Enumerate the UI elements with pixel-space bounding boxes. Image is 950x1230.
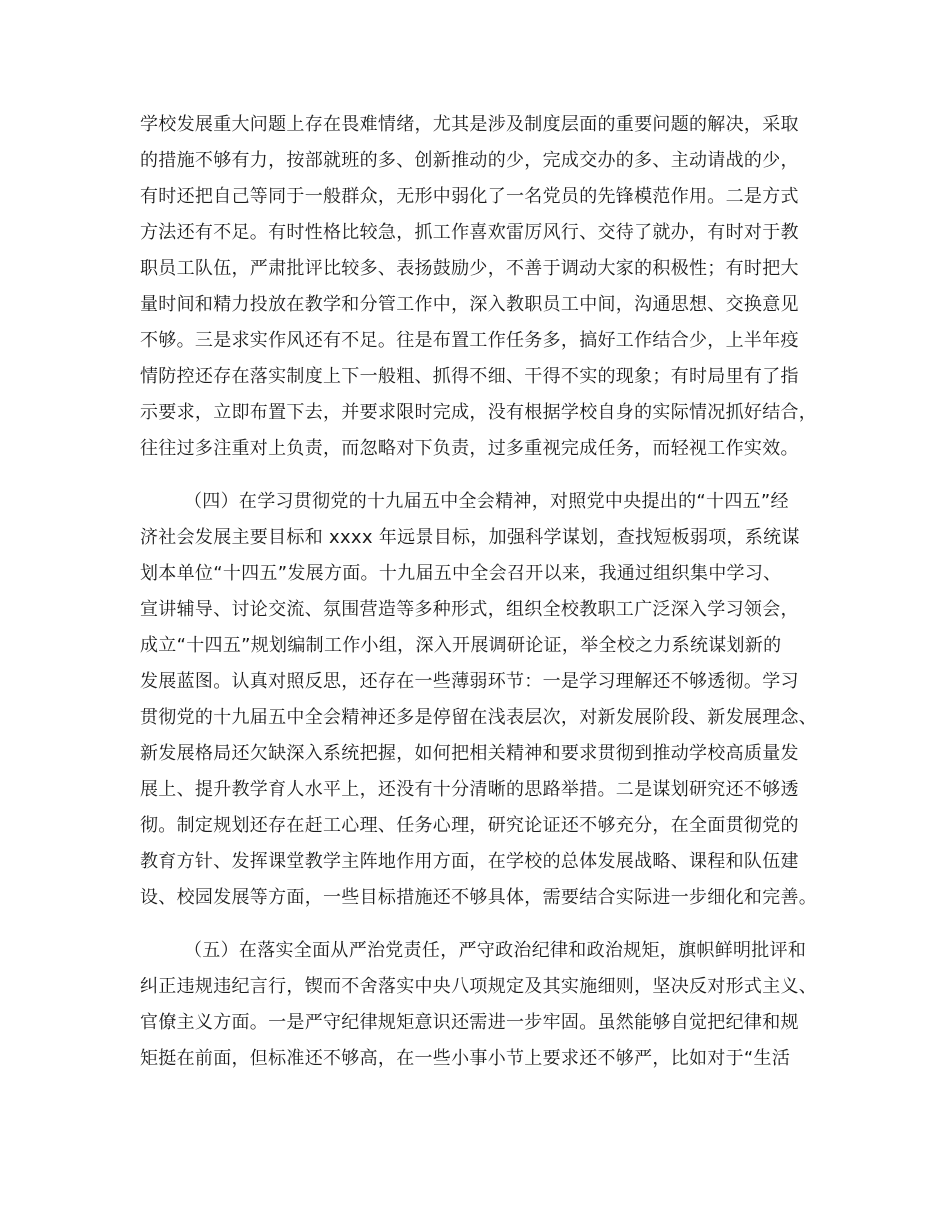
text-line: 量时间和精力投放在教学和分管工作中，深入教职员工中间，沟通思想、交换意见 (140, 294, 799, 315)
paragraph-section-5 (140, 933, 830, 1077)
text-line: 贯彻党的十九届五中全会精神还多是停留在浅表层次，对新发展阶段、新发展理念、 (140, 707, 818, 728)
text-line: 学校发展重大问题上存在畏难情绪，尤其是涉及制度层面的重要问题的解决，采取 (140, 114, 799, 135)
paragraph-section-4 (140, 484, 830, 916)
text-line: 发展蓝图。认真对照反思，还存在一些薄弱环节：一是学习理解还不够透彻。学习 (140, 671, 799, 692)
text-line: 有时还把自己等同于一般群众，无形中弱化了一名党员的先锋模范作用。二是方式 (140, 186, 799, 207)
text-line: 情防控还存在落实制度上下一般粗、抓得不细、干得不实的现象；有时局里有了指 (140, 366, 799, 387)
text-line: 划本单位“十四五”发展方面。十九届五中全会召开以来，我通过组织集中学习、 (140, 563, 782, 584)
text-line: 设、校园发展等方面，一些目标措施还不够具体，需要结合实际进一步细化和完善。 (140, 887, 818, 908)
text-line: 成立“十四五”规划编制工作小组，深入开展调研论证，举全校之力系统谋划新的 (140, 635, 782, 656)
text-line: 宣讲辅导、讨论交流、氛围营造等多种形式，组织全校教职工广泛深入学习领会， (140, 599, 799, 620)
text-line: 新发展格局还欠缺深入系统把握，如何把相关精神和要求贯彻到推动学校高质量发 (140, 743, 799, 764)
text-line: 职员工队伍，严肃批评比较多、表扬鼓励少，不善于调动大家的积极性；有时把大 (140, 258, 799, 279)
text-line: 教育方针、发挥课堂教学主阵地作用方面，在学校的总体发展战略、课程和队伍建 (140, 851, 799, 872)
section-4-heading-line: （四）在学习贯彻党的十九届五中全会精神，对照党中央提出的“十四五”经 (184, 491, 789, 512)
text-line: 彻。制定规划还存在赶工心理、任务心理，研究论证还不够充分，在全面贯彻党的 (140, 815, 799, 836)
section-5-heading-line: （五）在落实全面从严治党责任，严守政治纪律和政治规矩，旗帜鲜明批评和 (184, 940, 807, 961)
text-line: 方法还有不足。有时性格比较急，抓工作喜欢雷厉风行、交待了就办，有时对于教 (140, 222, 799, 243)
document-body (140, 107, 830, 1077)
text-line: 的措施不够有力，按部就班的多、创新推动的少，完成交办的多、主动请战的少， (140, 150, 799, 171)
paragraph-1 (140, 107, 830, 467)
text-line: 矩挺在前面，但标准还不够高，在一些小事小节上要求还不够严，比如对于“生活 (140, 1048, 791, 1069)
text-line: 济社会发展主要目标和 xxxx 年远景目标，加强科学谋划，查找短板弱项，系统谋 (140, 527, 800, 548)
text-line: 官僚主义方面。一是严守纪律规矩意识还需进一步牢固。虽然能够自觉把纪律和规 (140, 1012, 799, 1033)
text-line: 不够。三是求实作风还有不足。往是布置工作任务多，搞好工作结合少，上半年疫 (140, 330, 799, 351)
text-line: 往往过多注重对上负责，而忽略对下负责，过多重视完成任务，而轻视工作实效。 (140, 438, 799, 459)
text-line: 纠正违规违纪言行，锲而不舍落实中央八项规定及其实施细则，坚决反对形式主义、 (140, 976, 818, 997)
text-line: 展上、提升教学育人水平上，还没有十分清晰的思路举措。二是谋划研究还不够透 (140, 779, 799, 800)
text-line: 示要求，立即布置下去，并要求限时完成，没有根据学校自身的实际情况抓好结合， (140, 402, 818, 423)
